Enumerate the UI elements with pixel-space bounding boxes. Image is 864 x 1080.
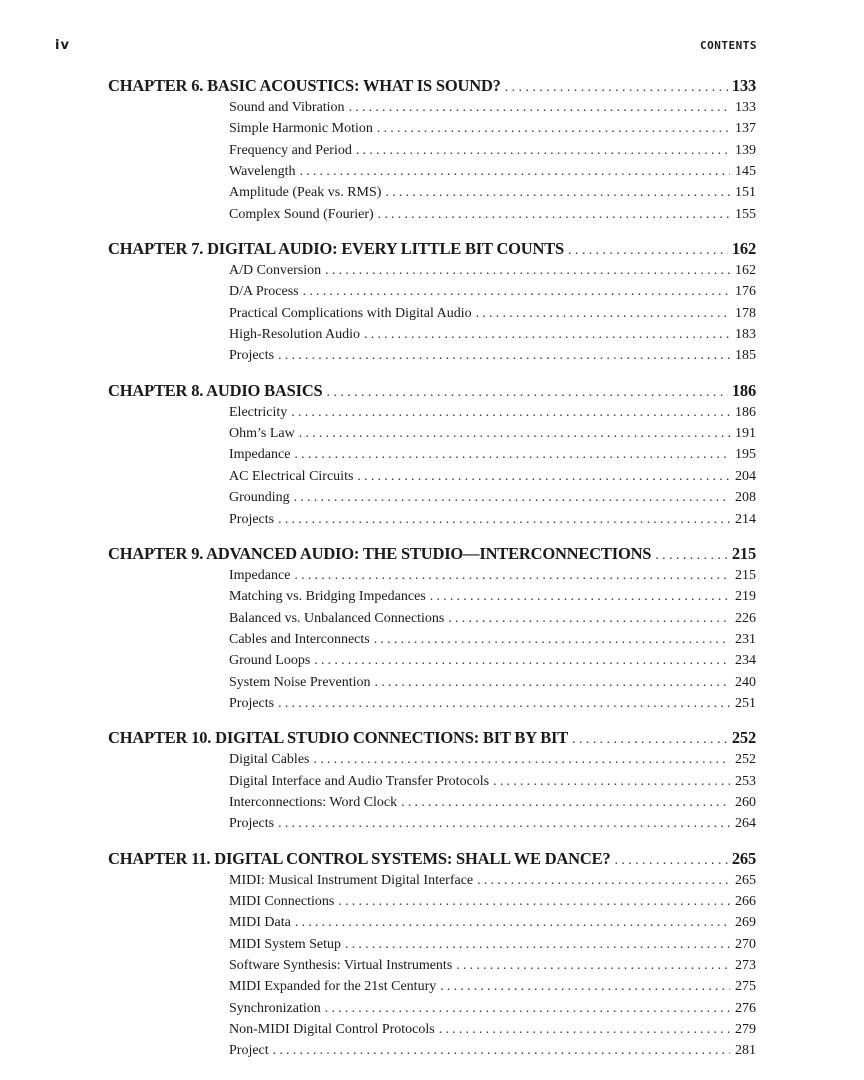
chapter-heading	[108, 381, 756, 405]
dot-leader	[294, 447, 730, 463]
dot-leader	[448, 611, 730, 627]
section-entry	[229, 774, 756, 795]
section-page-number: 178	[735, 305, 756, 321]
dot-leader	[374, 632, 730, 648]
dot-leader	[385, 185, 730, 201]
section-entry	[229, 512, 756, 533]
section-entry	[229, 490, 756, 511]
section-page-number: 252	[735, 752, 756, 768]
section-page-number: 162	[735, 263, 756, 279]
section-title: High-Resolution Audio	[229, 327, 361, 343]
chapter-page-number: 162	[731, 239, 756, 259]
dot-leader	[477, 873, 730, 889]
dot-leader	[572, 732, 728, 748]
chapter-page-number: 186	[731, 380, 756, 400]
section-title: Complex Sound (Fourier)	[229, 206, 374, 222]
chapter-title: CHAPTER 6. BASIC ACOUSTICS: WHAT IS SOUND?	[108, 76, 501, 95]
chapter-page-number: 252	[731, 728, 756, 748]
section-entry	[229, 1022, 756, 1043]
section-page-number: 133	[735, 100, 756, 115]
section-title: Projects	[229, 695, 275, 711]
section-title: Frequency and Period	[229, 142, 352, 158]
dot-leader	[325, 263, 730, 279]
section-title: System Noise Prevention	[229, 674, 371, 690]
dot-leader	[456, 958, 730, 974]
section-entry	[229, 632, 756, 653]
section-page-number: 253	[735, 773, 756, 789]
chapter-entry	[108, 849, 756, 1065]
dot-leader	[278, 512, 730, 528]
section-entry	[229, 915, 756, 936]
section-title: Cables and Interconnects	[229, 631, 370, 647]
chapter-heading	[108, 849, 756, 873]
section-page-number: 183	[735, 327, 756, 343]
section-page-number: 260	[735, 794, 756, 810]
section-page-number: 251	[735, 695, 756, 711]
section-page-number: 208	[735, 490, 756, 506]
section-entry	[229, 263, 756, 284]
chapter-heading	[108, 239, 756, 263]
section-entry	[229, 958, 756, 979]
section-page-number: 191	[735, 426, 756, 442]
section-title: MIDI Connections	[229, 893, 335, 909]
dot-leader	[278, 816, 730, 832]
section-entry	[229, 752, 756, 773]
dot-leader	[375, 675, 730, 691]
section-page-number: 273	[735, 958, 756, 973]
section-title: Projects	[229, 511, 275, 527]
section-list	[108, 263, 756, 370]
section-page-number: 276	[735, 1000, 756, 1016]
dot-leader	[614, 853, 727, 869]
section-title: MIDI: Musical Instrument Digital Interface	[229, 872, 474, 888]
section-entry	[229, 143, 756, 164]
section-entry	[229, 873, 756, 894]
chapter-page-number: 265	[731, 848, 756, 868]
section-page-number: 264	[735, 816, 756, 832]
section-title: MIDI Expanded for the 21st Century	[229, 979, 437, 995]
section-page-number: 281	[735, 1043, 756, 1059]
table-of-contents	[108, 76, 756, 1076]
section-page-number: 139	[735, 142, 756, 158]
dot-leader	[273, 1043, 730, 1059]
section-entry	[229, 589, 756, 610]
section-page-number: 155	[735, 206, 756, 222]
chapter-entry	[108, 239, 756, 370]
dot-leader	[493, 774, 730, 790]
dot-leader	[440, 979, 730, 995]
section-list	[108, 873, 756, 1065]
section-page-number: 185	[735, 348, 756, 364]
chapter-page-number: 133	[731, 76, 756, 95]
dot-leader	[314, 752, 731, 768]
dot-leader	[476, 306, 730, 322]
section-page-number: 270	[735, 936, 756, 952]
section-title: Ground Loops	[229, 653, 311, 669]
section-page-number: 214	[735, 511, 756, 527]
section-title: Non-MIDI Digital Control Protocols	[229, 1022, 435, 1038]
section-entry	[229, 469, 756, 490]
dot-leader	[401, 795, 730, 811]
section-title: Interconnections: Word Clock	[229, 794, 398, 810]
section-title: Electricity	[229, 404, 288, 420]
section-title: Synchronization	[229, 1000, 321, 1016]
section-title: MIDI System Setup	[229, 936, 341, 952]
page-number: iv	[55, 38, 70, 53]
section-entry	[229, 696, 756, 717]
section-entry	[229, 405, 756, 426]
section-title: Simple Harmonic Motion	[229, 121, 373, 137]
section-title: AC Electrical Circuits	[229, 468, 354, 484]
section-page-number: 279	[735, 1022, 756, 1038]
dot-leader	[294, 490, 730, 506]
chapter-title: CHAPTER 7. DIGITAL AUDIO: EVERY LITTLE BIT COUNTS	[108, 239, 565, 259]
section-entry	[229, 653, 756, 674]
section-page-number: 269	[735, 915, 756, 931]
running-head: CONTENTS	[700, 39, 757, 52]
section-entry	[229, 426, 756, 447]
section-page-number: 137	[735, 121, 756, 137]
section-entry	[229, 937, 756, 958]
section-title: Matching vs. Bridging Impedances	[229, 589, 426, 605]
chapter-heading	[108, 728, 756, 752]
section-page-number: 151	[735, 185, 756, 201]
dot-leader	[295, 915, 730, 931]
section-page-number: 231	[735, 631, 756, 647]
section-entry	[229, 568, 756, 589]
section-entry	[229, 284, 756, 305]
section-entry	[229, 447, 756, 468]
section-title: Practical Complications with Digital Audio	[229, 305, 472, 321]
section-title: Balanced vs. Unbalanced Connections	[229, 610, 445, 626]
dot-leader	[505, 80, 728, 96]
section-title: Impedance	[229, 567, 291, 583]
section-page-number: 226	[735, 610, 756, 626]
section-title: Projects	[229, 816, 275, 832]
section-entry	[229, 306, 756, 327]
section-entry	[229, 1001, 756, 1022]
section-page-number: 215	[735, 567, 756, 583]
section-title: Digital Interface and Audio Transfer Protocols	[229, 773, 490, 789]
dot-leader	[345, 937, 730, 953]
dot-leader	[278, 348, 730, 364]
dot-leader	[338, 894, 730, 910]
section-page-number: 240	[735, 674, 756, 690]
dot-leader	[300, 164, 730, 180]
dot-leader	[357, 469, 730, 485]
chapter-title: CHAPTER 10. DIGITAL STUDIO CONNECTIONS: BIT BY BIT	[108, 728, 569, 748]
dot-leader	[325, 1001, 730, 1017]
section-page-number: 186	[735, 404, 756, 420]
dot-leader	[278, 696, 730, 712]
page-header	[55, 38, 757, 56]
section-entry	[229, 121, 756, 142]
dot-leader	[294, 568, 730, 584]
section-entry	[229, 348, 756, 369]
dot-leader	[327, 385, 728, 401]
chapter-entry	[108, 76, 756, 228]
section-list	[108, 100, 756, 228]
dot-leader	[299, 426, 730, 442]
dot-leader	[356, 143, 730, 159]
section-entry	[229, 207, 756, 228]
chapter-heading	[108, 544, 756, 568]
dot-leader	[439, 1022, 730, 1038]
section-title: Projects	[229, 348, 275, 364]
section-page-number: 266	[735, 893, 756, 909]
section-entry	[229, 894, 756, 915]
section-title: Ohm’s Law	[229, 426, 295, 442]
section-entry	[229, 675, 756, 696]
dot-leader	[303, 284, 730, 300]
section-title: Sound and Vibration	[229, 100, 345, 115]
section-page-number: 219	[735, 589, 756, 605]
chapter-entry	[108, 728, 756, 837]
dot-leader	[364, 327, 730, 343]
dot-leader	[568, 243, 728, 259]
section-title: Impedance	[229, 447, 291, 463]
chapter-title: CHAPTER 9. ADVANCED AUDIO: THE STUDIO—INTERCONNECTIONS	[108, 543, 652, 563]
chapter-entry	[108, 381, 756, 533]
dot-leader	[377, 121, 730, 137]
section-title: Wavelength	[229, 164, 296, 180]
section-title: Amplitude (Peak vs. RMS)	[229, 185, 382, 201]
section-entry	[229, 100, 756, 121]
section-entry	[229, 611, 756, 632]
section-page-number: 195	[735, 447, 756, 463]
section-entry	[229, 816, 756, 837]
section-list	[108, 752, 756, 837]
chapter-title: CHAPTER 8. AUDIO BASICS	[108, 380, 323, 400]
section-entry	[229, 164, 756, 185]
section-title: Software Synthesis: Virtual Instruments	[229, 958, 453, 973]
section-entry	[229, 327, 756, 348]
section-title: Project	[229, 1043, 269, 1059]
section-page-number: 275	[735, 979, 756, 995]
section-entry	[229, 795, 756, 816]
section-entry	[229, 185, 756, 206]
dot-leader	[314, 653, 730, 669]
section-list	[108, 405, 756, 533]
chapter-title: CHAPTER 11. DIGITAL CONTROL SYSTEMS: SHALL WE DANCE?	[108, 848, 611, 868]
section-title: A/D Conversion	[229, 263, 322, 279]
chapter-heading	[108, 76, 756, 100]
dot-leader	[378, 207, 730, 223]
dot-leader	[430, 589, 730, 605]
section-title: D/A Process	[229, 284, 299, 300]
section-page-number: 176	[735, 284, 756, 300]
dot-leader	[655, 548, 728, 564]
chapter-page-number: 215	[731, 543, 756, 563]
section-entry	[229, 979, 756, 1000]
dot-leader	[291, 405, 730, 421]
section-title: MIDI Data	[229, 915, 291, 931]
section-entry	[229, 1043, 756, 1064]
section-page-number: 145	[735, 164, 756, 180]
section-title: Digital Cables	[229, 752, 310, 768]
section-list	[108, 568, 756, 717]
dot-leader	[349, 100, 730, 116]
section-title: Grounding	[229, 490, 290, 506]
section-page-number: 234	[735, 653, 756, 669]
chapter-entry	[108, 544, 756, 717]
section-page-number: 204	[735, 468, 756, 484]
section-page-number: 265	[735, 872, 756, 888]
